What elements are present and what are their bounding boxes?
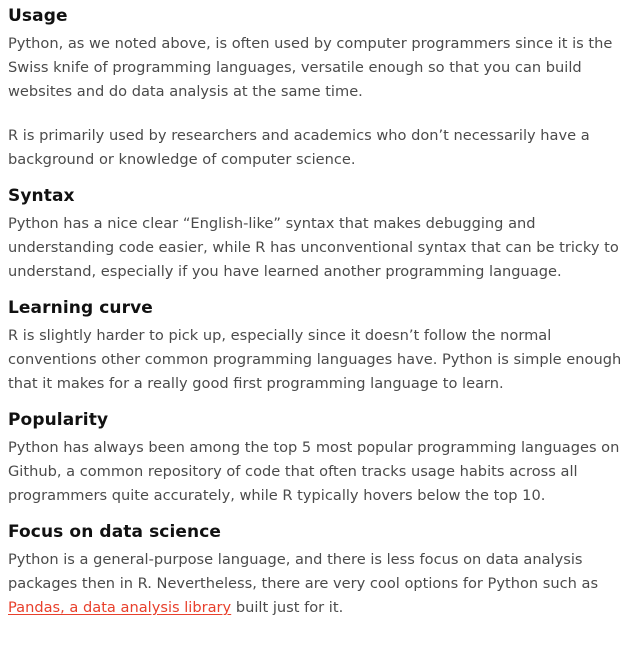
popularity-paragraph: Python has always been among the top 5 most popular programming languages on Github, a common repository of code that often tracks usage habits across all programmers quite accurately, while R typically hovers below the top 10. (8, 439, 620, 504)
focus-paragraph-text-after: built just for it. (231, 599, 344, 616)
learning-curve-paragraph: R is slightly harder to pick up, especially since it doesn’t follow the normal conventions other common programming languages have. Python is simple enough that it makes for a really good first programming language to learn. (8, 327, 622, 392)
section-popularity (8, 408, 628, 508)
section-heading-syntax: Syntax (8, 186, 75, 206)
section-usage (8, 4, 628, 172)
section-focus-on-data-science (8, 520, 628, 620)
section-heading-focus-on-data-science: Focus on data science (8, 522, 222, 542)
section-heading-learning-curve: Learning curve (8, 298, 153, 318)
usage-paragraph-r: R is primarily used by researchers and academics who don’t necessarily have a background or knowledge of computer science. (8, 127, 590, 168)
section-heading-popularity: Popularity (8, 410, 109, 430)
focus-paragraph-text-before: Python is a general-purpose language, and there is less focus on data analysis packages then in R. Nevertheless, there are very cool options for Python such as (8, 551, 599, 592)
section-learning-curve (8, 296, 628, 396)
usage-paragraph-python: Python, as we noted above, is often used by computer programmers since it is the Swiss knife of programming languages, versatile enough so that you can build websites and do data analysis at the same time. (8, 35, 613, 100)
pandas-library-link[interactable]: Pandas, a data analysis library (8, 599, 232, 616)
section-syntax (8, 184, 628, 284)
section-heading-usage: Usage (8, 6, 68, 26)
syntax-paragraph: Python has a nice clear “English-like” syntax that makes debugging and understanding code easier, while R has unconventional syntax that can be tricky to understand, especially if you have learned another programming language. (8, 215, 619, 280)
focus-paragraph (8, 548, 628, 620)
